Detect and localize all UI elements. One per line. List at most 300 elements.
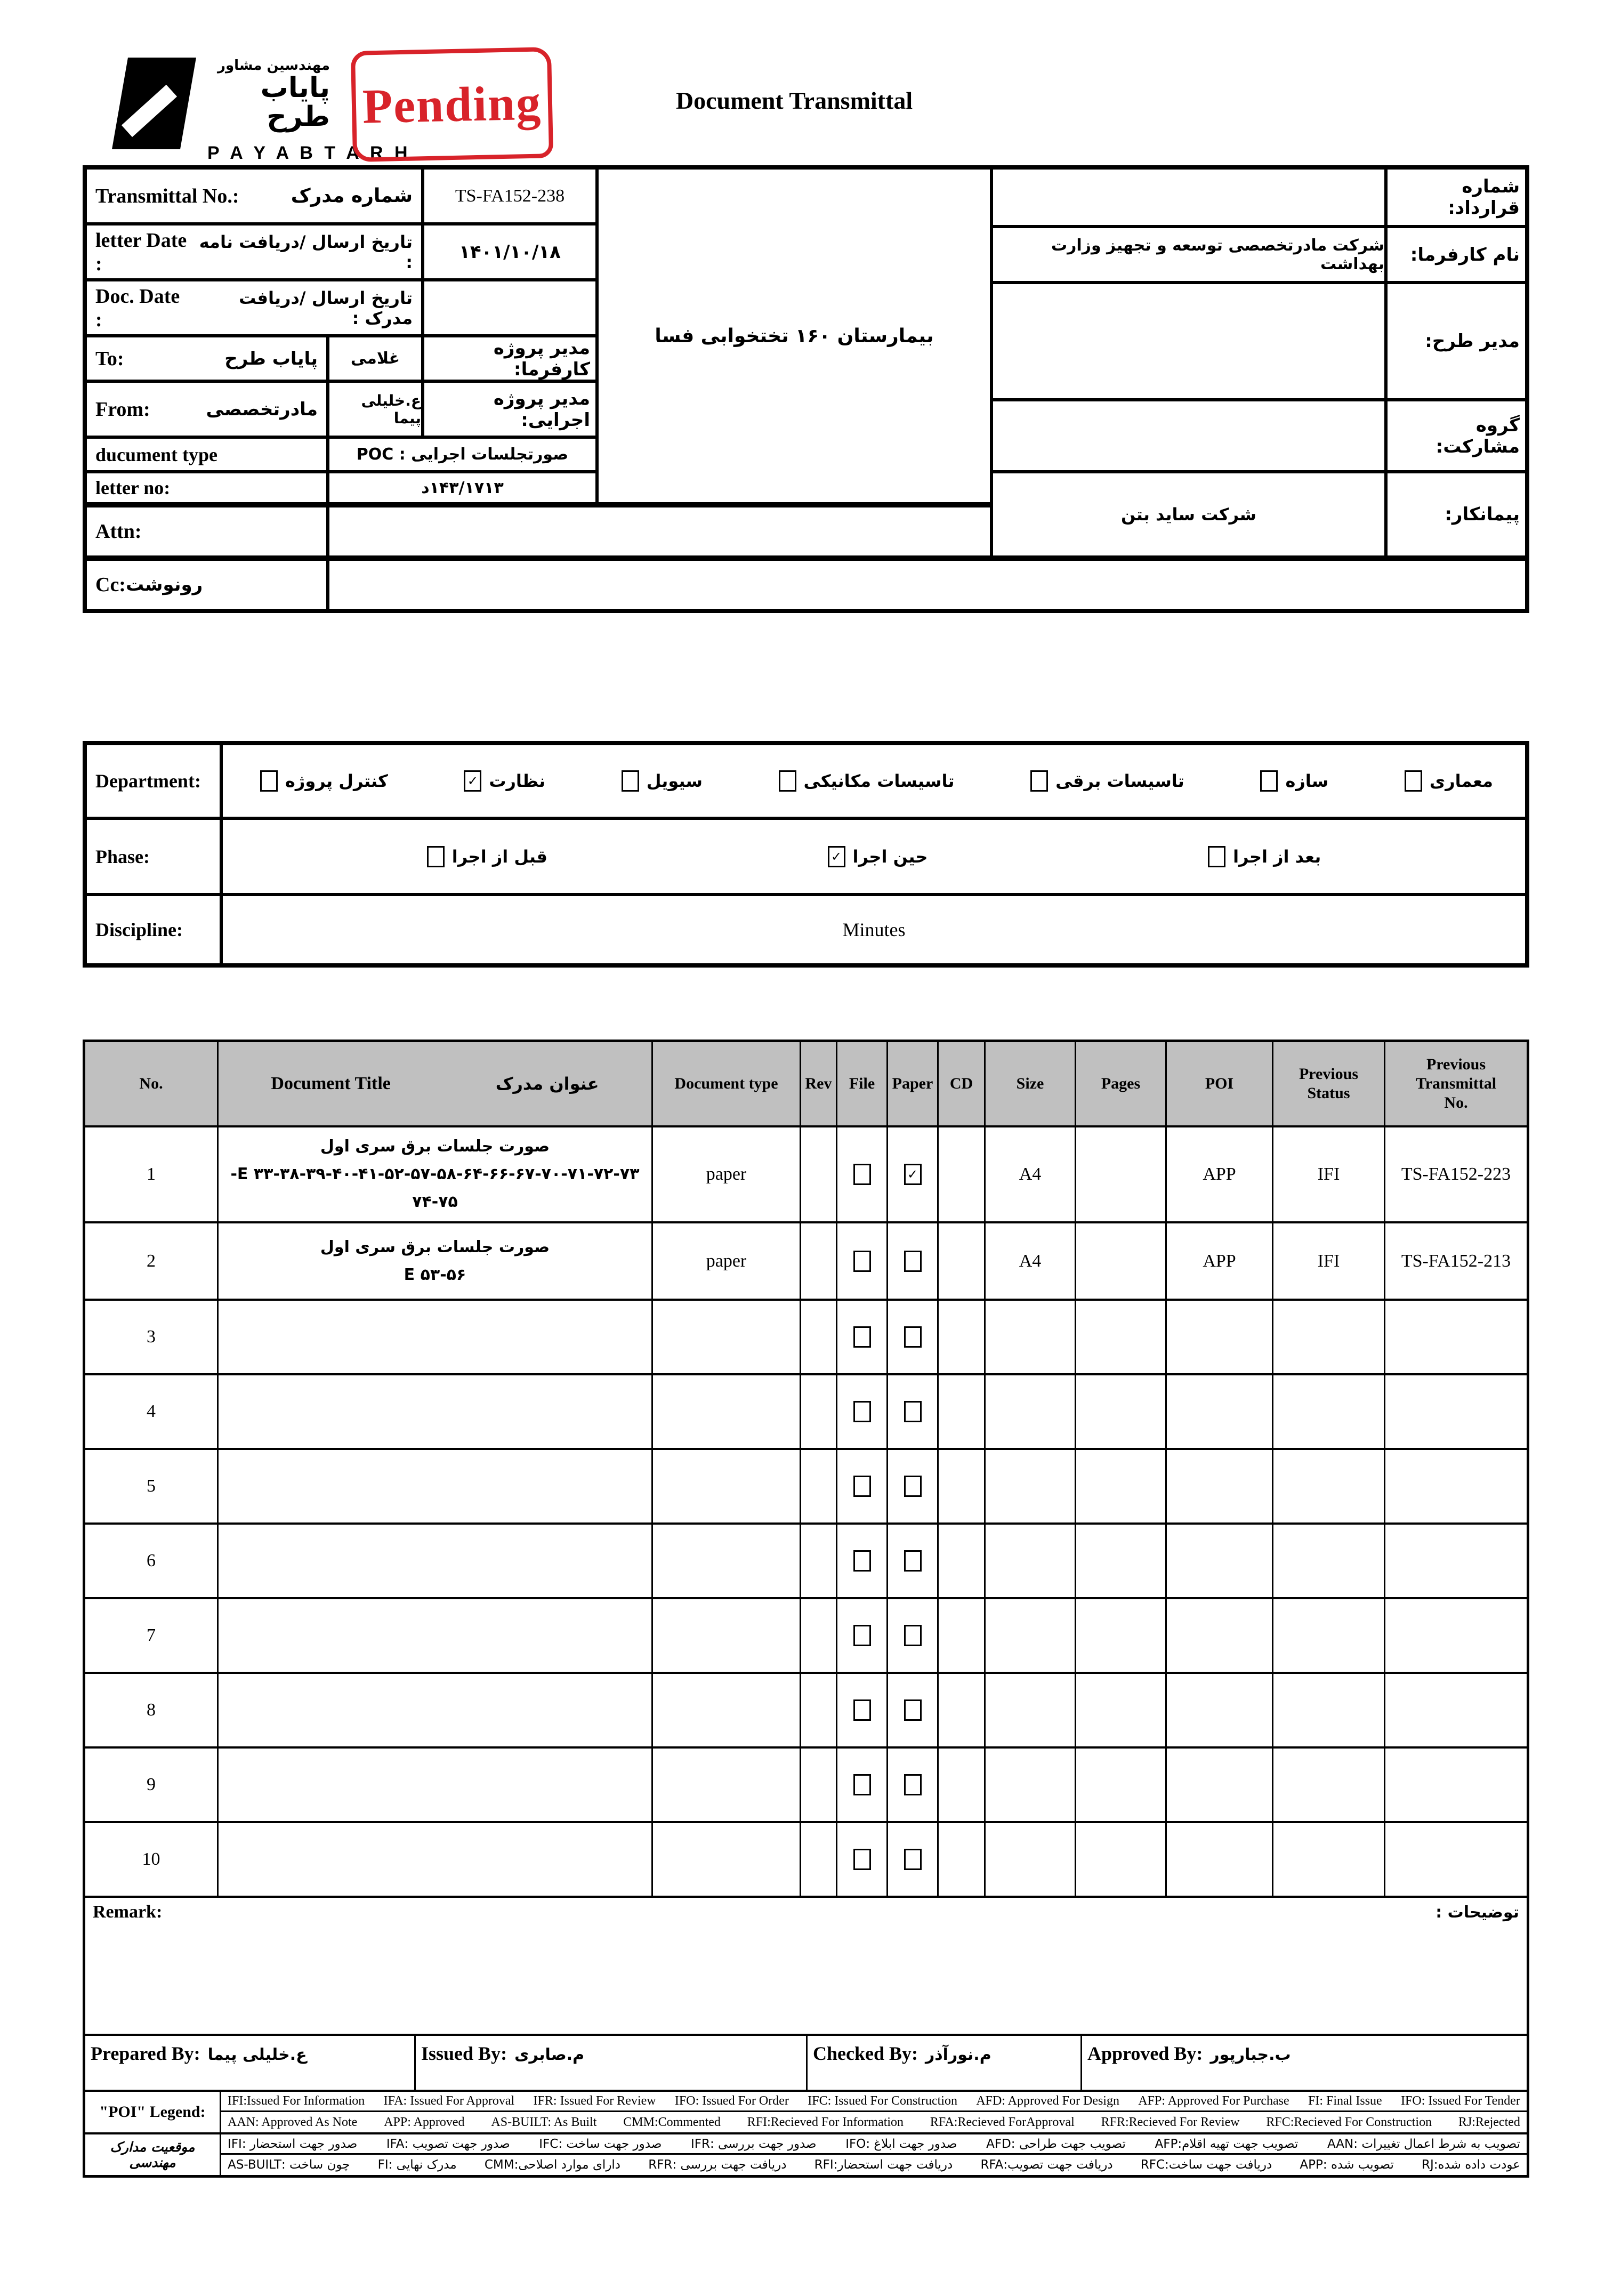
poi-legend-fa-row2 [221, 2155, 1527, 2175]
row-no: 1 [85, 1127, 219, 1221]
client-name-label-cell: نام کارفرما: [1386, 227, 1527, 283]
document-title-line: E ۵۳-۵۶ [404, 1265, 466, 1284]
checkbox[interactable] [904, 1251, 922, 1272]
size-cell: A4 [986, 1223, 1076, 1299]
col-header-prev-status: Previous Status [1273, 1042, 1385, 1125]
checkbox[interactable] [427, 846, 445, 867]
legend-item: مدرک نهایی :FI [377, 2158, 457, 2172]
row-no: 3 [85, 1301, 219, 1373]
file-cell [837, 1450, 888, 1522]
pages-cell [1076, 1823, 1167, 1896]
project-name-cell: بیمارستان ۱۶۰ تختخوابی فسا [597, 168, 991, 504]
checkbox[interactable] [853, 1550, 871, 1572]
legend-item: APP: Approved [384, 2115, 465, 2129]
checkbox[interactable] [853, 1849, 871, 1870]
checkbox[interactable] [853, 1164, 871, 1185]
legend-item: IFI:Issued For Information [228, 2094, 365, 2108]
col-header-paper: Paper [888, 1042, 939, 1125]
checked-by-cell: Checked By: م.نورآذر [808, 2036, 1082, 2090]
transmittal-no-label-fa: شماره مدرک [291, 185, 413, 207]
col-header-prev-transmittal: Previous Transmittal No. [1385, 1042, 1527, 1125]
logo-mark-icon [112, 58, 200, 151]
client-name-value: شرکت مادرتخصصی توسعه و تجهیز وزارت بهداشت [991, 227, 1386, 283]
phase-options [221, 818, 1527, 895]
legend-item: IFR: Issued For Review [533, 2094, 656, 2108]
document-type [653, 1301, 801, 1373]
checkbox[interactable] [904, 1699, 922, 1721]
prev-status-cell [1273, 1525, 1385, 1597]
prev-transmittal-cell [1385, 1823, 1527, 1896]
paper-cell [888, 1127, 939, 1221]
remark-section [85, 1898, 1527, 2036]
prev-transmittal-cell [1385, 1375, 1527, 1448]
checkbox[interactable] [622, 770, 639, 792]
poi-cell: APP [1167, 1223, 1273, 1299]
checkbox[interactable] [904, 1774, 922, 1795]
size-cell: A4 [986, 1127, 1076, 1221]
department-option-label: سیویل [646, 771, 703, 791]
document-title [219, 1749, 653, 1821]
checkbox[interactable] [853, 1251, 871, 1272]
col-header-size: Size [986, 1042, 1076, 1125]
legend-item: تصویب به شرط اعمال تغییرات :AAN [1327, 2137, 1520, 2151]
document-type-value: صورتجلسات اجرایی : POC [328, 437, 597, 472]
rev-cell [801, 1525, 837, 1597]
legend-item: صدور جهت ابلاغ :IFO [845, 2137, 957, 2151]
legend-item: تصویب جهت طراحی :AFD [986, 2137, 1126, 2151]
issued-by-cell: Issued By: م.صابری [416, 2036, 808, 2090]
poi-legend-en [85, 2092, 1527, 2132]
document-title [219, 1599, 653, 1672]
prev-status-cell [1273, 1450, 1385, 1522]
prev-status-cell [1273, 1674, 1385, 1746]
legend-item: دریافت جهت بررسی :RFR [648, 2158, 787, 2172]
documents-table [83, 1040, 1529, 2178]
rev-cell [801, 1823, 837, 1896]
discipline-label-cell: Discipline: [85, 895, 221, 965]
document-title [219, 1301, 653, 1373]
cd-cell [939, 1823, 986, 1896]
from-cell [85, 381, 328, 437]
jv-group-label-cell: گروه مشارکت: [1386, 400, 1527, 472]
rev-cell [801, 1375, 837, 1448]
document-type [653, 1599, 801, 1672]
rev-cell [801, 1127, 837, 1221]
legend-item: چون ساخت :AS-BUILT [228, 2158, 350, 2172]
logo-en-name: P A Y A B T A R H [207, 143, 411, 163]
pages-cell [1076, 1301, 1167, 1373]
size-cell [986, 1749, 1076, 1821]
department-option [260, 770, 388, 792]
col-header-file: File [837, 1042, 888, 1125]
department-option [1260, 770, 1328, 792]
legend-item: صدور جهت ساخت :IFC [539, 2137, 662, 2151]
legend-item: RFR:Recieved For Review [1101, 2115, 1240, 2129]
doc-date-value [423, 280, 597, 336]
department-option [622, 770, 703, 792]
prev-status-cell: IFI [1273, 1223, 1385, 1299]
signature-row [85, 2036, 1527, 2092]
rev-cell [801, 1223, 837, 1299]
checkbox[interactable] [1030, 770, 1048, 792]
legend-item: IFO: Issued For Order [674, 2094, 789, 2108]
document-type [653, 1375, 801, 1448]
contract-no-label-cell: شماره قرارداد: [1386, 168, 1527, 227]
legend-item: صدور جهت تصویب :IFA [386, 2137, 510, 2151]
contract-no-value [991, 168, 1386, 227]
paper-cell [888, 1749, 939, 1821]
doc-date-label-fa: تاریخ ارسال /دریافت مدرک : [239, 287, 413, 328]
cd-cell [939, 1525, 986, 1597]
rev-cell [801, 1301, 837, 1373]
poi-cell [1167, 1301, 1273, 1373]
checkbox[interactable]: ✓ [464, 770, 481, 792]
paper-cell [888, 1674, 939, 1746]
department-option [464, 770, 545, 792]
paper-cell [888, 1301, 939, 1373]
table-row [85, 1223, 1527, 1301]
document-title [219, 1525, 653, 1597]
legend-item: AFP: Approved For Purchase [1138, 2094, 1289, 2108]
legend-item: تصویب جهت تهیه اقلام:AFP [1155, 2137, 1299, 2151]
attn-value-cell [328, 504, 991, 557]
prev-status-cell [1273, 1375, 1385, 1448]
rev-cell [801, 1450, 837, 1522]
phase-option-label: قبل از اجرا [451, 846, 547, 867]
cd-cell [939, 1599, 986, 1672]
department-option-label: تاسیسات مکانیکی [803, 771, 955, 791]
checkbox[interactable] [1208, 846, 1225, 867]
legend-item: دریافت جهت تصویب:RFA [980, 2158, 1113, 2172]
pages-cell [1076, 1525, 1167, 1597]
row-no: 8 [85, 1674, 219, 1746]
checkbox[interactable] [779, 770, 796, 792]
department-option-label: کنترل پروژه [285, 771, 388, 791]
cc-value-cell [328, 557, 1527, 610]
logo-fa-tagline: مهندسین مشاور [217, 58, 330, 74]
legend-item: FI: Final Issue [1308, 2094, 1382, 2108]
to-value: پایاب طرح [224, 348, 318, 369]
department-option-label: نظارت [489, 771, 546, 791]
col-header-pages: Pages [1076, 1042, 1167, 1125]
letter-date-label-fa: تاریخ ارسال /دریافت نامه : [199, 231, 413, 272]
legend-item: AS-BUILT: As Built [491, 2115, 597, 2129]
pages-cell [1076, 1223, 1167, 1299]
prev-status-cell [1273, 1823, 1385, 1896]
legend-item: عودت داده شده:RJ [1422, 2158, 1520, 2172]
document-type [653, 1674, 801, 1746]
prev-status-cell [1273, 1301, 1385, 1373]
checkbox[interactable] [853, 1625, 871, 1646]
file-cell [837, 1223, 888, 1299]
contractor-value: شرکت ساید بتن [991, 472, 1386, 557]
checkbox[interactable] [1260, 770, 1278, 792]
document-type [653, 1749, 801, 1821]
table-row [85, 1674, 1527, 1749]
department-label-cell: Department: [85, 744, 221, 818]
checkbox[interactable]: ✓ [904, 1164, 922, 1185]
row-no: 4 [85, 1375, 219, 1448]
size-cell [986, 1525, 1076, 1597]
checkbox[interactable] [853, 1699, 871, 1721]
department-option-label: تاسیسات برقی [1055, 771, 1184, 791]
checkbox[interactable] [904, 1849, 922, 1870]
poi-cell [1167, 1450, 1273, 1522]
col-header-no: No. [85, 1042, 219, 1125]
department-option [1405, 770, 1493, 792]
document-type [653, 1823, 801, 1896]
document-title [219, 1127, 653, 1221]
size-cell [986, 1823, 1076, 1896]
size-cell [986, 1674, 1076, 1746]
paper-cell [888, 1599, 939, 1672]
document-title-line: صورت جلسات برق سری اول [320, 1137, 550, 1156]
phase-option-label: بعد از اجرا [1233, 846, 1321, 867]
poi-cell [1167, 1674, 1273, 1746]
table-row [85, 1749, 1527, 1823]
department-options [221, 744, 1527, 818]
phase-option-label: حین اجرا [852, 846, 928, 867]
doc-date-label-en: Doc. Date : [95, 285, 180, 331]
department-option [779, 770, 955, 792]
jv-group-value [991, 400, 1386, 472]
prev-transmittal-cell [1385, 1301, 1527, 1373]
transmittal-no-label-cell [85, 168, 423, 224]
prev-status-cell [1273, 1749, 1385, 1821]
poi-cell [1167, 1823, 1273, 1896]
page-title: Document Transmittal [675, 87, 913, 114]
checkbox[interactable] [853, 1326, 871, 1348]
paper-cell [888, 1450, 939, 1522]
legend-item: AAN: Approved As Note [228, 2115, 358, 2129]
rev-cell [801, 1599, 837, 1672]
legend-item: CMM:Commented [623, 2115, 721, 2129]
size-cell [986, 1301, 1076, 1373]
letter-date-label-cell [85, 224, 423, 280]
to-person-cell: غلامی [328, 336, 423, 381]
design-manager-value [991, 283, 1386, 400]
rev-cell [801, 1749, 837, 1821]
letter-no-value: ۱۴۳/۱۷۱۳د [328, 472, 597, 504]
legend-item: RFI:Recieved For Information [747, 2115, 904, 2129]
from-person-cell: ع.خلیلی پیما [328, 381, 423, 437]
transmittal-no-value: TS-FA152-238 [423, 168, 597, 224]
checkbox[interactable] [260, 770, 278, 792]
checkbox[interactable] [904, 1550, 922, 1572]
document-title [219, 1450, 653, 1522]
prev-transmittal-cell: TS-FA152-213 [1401, 1251, 1511, 1271]
classification-table [83, 741, 1529, 968]
poi-legend-en-row1 [221, 2092, 1527, 2112]
letter-date-label-en: letter Date : [95, 229, 187, 275]
legend-item: IFO: Issued For Tender [1401, 2094, 1520, 2108]
remark-label-fa: توضیحات : [1435, 1903, 1519, 1922]
remark-label-en: Remark: [93, 1902, 163, 1922]
row-no: 5 [85, 1450, 219, 1522]
executive-pm-label-cell: مدیر پروژه اجرایی: [423, 381, 597, 437]
checkbox[interactable] [1405, 770, 1422, 792]
poi-legend-en-row2 [221, 2112, 1527, 2132]
legend-item: AFD: Approved For Design [976, 2094, 1119, 2108]
paper-cell [888, 1223, 939, 1299]
document-type [653, 1450, 801, 1522]
legend-item: IFC: Issued For Construction [808, 2094, 957, 2108]
document-title [219, 1674, 653, 1746]
to-cell [85, 336, 328, 381]
pages-cell [1076, 1450, 1167, 1522]
checkbox[interactable] [904, 1476, 922, 1497]
letter-date-value: ۱۴۰۱/۱۰/۱۸ [423, 224, 597, 280]
table-row [85, 1450, 1527, 1525]
file-cell [837, 1525, 888, 1597]
department-option-label: سازه [1285, 771, 1329, 791]
prev-transmittal-cell [1385, 1749, 1527, 1821]
pending-stamp: Pending [351, 47, 553, 162]
document-title-line: ۷۴-۷۵ [412, 1193, 458, 1211]
from-label: From: [95, 398, 150, 421]
paper-cell [888, 1375, 939, 1448]
table-row [85, 1375, 1527, 1450]
row-no: 9 [85, 1749, 219, 1821]
phase-option [828, 846, 928, 867]
prev-transmittal-cell [1385, 1674, 1527, 1746]
legend-item: صدور جهت بررسی :IFR [691, 2137, 817, 2151]
prev-transmittal-cell [1385, 1450, 1527, 1522]
poi-legend-fa-row1 [221, 2134, 1527, 2155]
document-type: paper [653, 1223, 801, 1299]
document-title [219, 1823, 653, 1896]
checkbox[interactable] [904, 1326, 922, 1348]
file-cell [837, 1375, 888, 1448]
attn-label-cell: Attn: [85, 504, 328, 557]
document-title-line: صورت جلسات برق سری اول [320, 1237, 550, 1256]
phase-option [1208, 846, 1321, 867]
table-row [85, 1301, 1527, 1375]
table-row [85, 1525, 1527, 1599]
logo-fa-name: پایاب طرح [260, 72, 330, 133]
col-header-title: Document Title عنوان مدرک [219, 1042, 653, 1125]
cd-cell [939, 1674, 986, 1746]
poi-legend-label: "POI" Legend: [85, 2092, 221, 2132]
design-manager-label-cell: مدیر طرح: [1386, 283, 1527, 400]
department-option-label: معماری [1429, 771, 1493, 791]
col-header-cd: CD [939, 1042, 986, 1125]
size-cell [986, 1450, 1076, 1522]
file-cell [837, 1599, 888, 1672]
paper-cell [888, 1823, 939, 1896]
cc-label-fa: رونوشت [125, 574, 203, 595]
col-header-poi: POI [1167, 1042, 1273, 1125]
row-no: 7 [85, 1599, 219, 1672]
cd-cell [939, 1223, 986, 1299]
prev-transmittal-cell [1385, 1525, 1527, 1597]
table-row [85, 1823, 1527, 1898]
size-cell [986, 1375, 1076, 1448]
legend-item: دارای موارد اصلاحی:CMM [484, 2158, 621, 2172]
document-title-line: -E ۳۳-۳۸-۳۹-۴۰-۴۱-۵۲-۵۷-۵۸-۶۴-۶۶-۶۷-۷۰-۷۱-۷۲-۷۳ [230, 1165, 640, 1183]
from-value: مادرتخصصی [206, 398, 318, 420]
pages-cell [1076, 1674, 1167, 1746]
poi-legend-fa [85, 2132, 1527, 2175]
legend-item: دریافت جهت استحضار:RFI [814, 2158, 953, 2172]
row-no: 2 [85, 1223, 219, 1299]
legend-item: RJ:Rejected [1458, 2115, 1520, 2129]
department-option [1030, 770, 1184, 792]
doc-date-label-cell [85, 280, 423, 336]
checkbox[interactable] [853, 1401, 871, 1422]
approved-by-cell: Approved By: ب.جبارپور [1087, 2043, 1291, 2064]
prepared-by-cell: Prepared By: ع.خلیلی پیما [85, 2036, 416, 2090]
prev-transmittal-cell [1385, 1599, 1527, 1672]
cd-cell [939, 1749, 986, 1821]
letter-no-label-cell: letter no: [85, 472, 328, 504]
document-type: paper [653, 1127, 801, 1221]
to-label: To: [95, 347, 124, 370]
cc-label-cell [85, 557, 328, 610]
pages-cell [1076, 1749, 1167, 1821]
prev-status-cell [1273, 1599, 1385, 1672]
poi-cell [1167, 1375, 1273, 1448]
checkbox[interactable] [904, 1625, 922, 1646]
size-cell [986, 1599, 1076, 1672]
poi-cell [1167, 1525, 1273, 1597]
transmittal-info-table [83, 165, 1529, 613]
checkbox[interactable] [853, 1476, 871, 1497]
contractor-label-cell: پیمانکار: [1386, 472, 1527, 557]
legend-item: تصویب شده :APP [1300, 2158, 1394, 2172]
pages-cell [1076, 1127, 1167, 1221]
transmittal-no-label-en: Transmittal No.: [95, 184, 239, 207]
col-header-type: Document type [653, 1042, 801, 1125]
client-pm-label-cell: مدیر پروژه کارفرما: [423, 336, 597, 381]
doc-status-legend-label: موقعیت مدارک مهندسی [85, 2134, 221, 2175]
checkbox[interactable] [853, 1774, 871, 1795]
poi-cell [1167, 1749, 1273, 1821]
document-title [219, 1223, 653, 1299]
pages-cell [1076, 1375, 1167, 1448]
document-type [653, 1525, 801, 1597]
legend-item: RFC:Recieved For Construction [1266, 2115, 1432, 2129]
checkbox[interactable] [904, 1401, 922, 1422]
legend-item: IFA: Issued For Approval [383, 2094, 515, 2108]
file-cell [837, 1127, 888, 1221]
legend-item: دریافت جهت ساخت:RFC [1140, 2158, 1272, 2172]
phase-label-cell: Phase: [85, 818, 221, 895]
prev-transmittal-cell: TS-FA152-223 [1401, 1164, 1511, 1184]
document-type-label-cell: ducument type [85, 437, 328, 472]
legend-item: RFA:Recieved ForApproval [930, 2115, 1075, 2129]
row-no: 10 [85, 1823, 219, 1896]
file-cell [837, 1749, 888, 1821]
cd-cell [939, 1127, 986, 1221]
file-cell [837, 1823, 888, 1896]
poi-cell [1167, 1599, 1273, 1672]
paper-cell [888, 1525, 939, 1597]
cd-cell [939, 1301, 986, 1373]
col-header-rev: Rev [801, 1042, 837, 1125]
discipline-value: Minutes [221, 895, 1527, 965]
table-row [85, 1127, 1527, 1223]
phase-option [427, 846, 547, 867]
file-cell [837, 1301, 888, 1373]
poi-cell: APP [1167, 1127, 1273, 1221]
file-cell [837, 1674, 888, 1746]
documents-table-header [85, 1042, 1527, 1127]
row-no: 6 [85, 1525, 219, 1597]
cc-label-en: Cc: [95, 574, 126, 596]
cd-cell [939, 1450, 986, 1522]
checkbox[interactable]: ✓ [828, 846, 845, 867]
